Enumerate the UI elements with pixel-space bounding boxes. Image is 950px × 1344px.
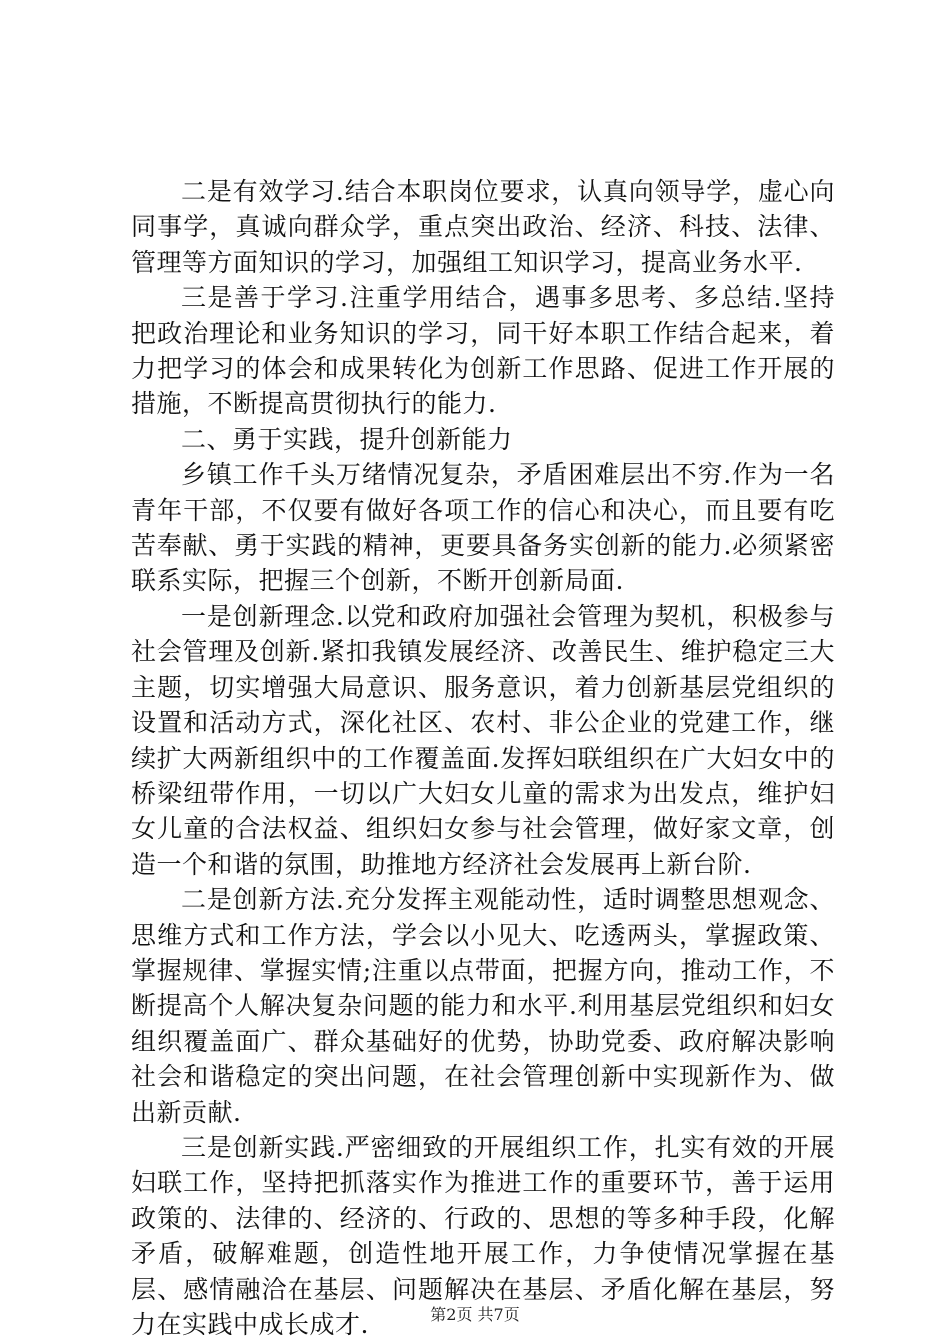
document-body	[131, 174, 835, 1342]
paragraph-innovate-concept: 一是创新理念.以党和政府加强社会管理为契机，积极参与社会管理及创新.紧扣我镇发展经济、改善民生、维护稳定三大主题，切实增强大局意识、服务意识，着力创新基层党组织的设置和活动方式，深化社区、农村、非公企业的党建工作，继续扩大两新组织中的工作覆盖面.发挥妇联组织在广大妇女中的桥梁纽带作用，一切以广大妇女儿童的需求为出发点，维护妇女儿童的合法权益、组织妇女参与社会管理，做好家文章，创造一个和谐的氛围，助推地方经济社会发展再上新台阶.	[131, 601, 835, 879]
paragraph-innovate-practice: 三是创新实践.严密细致的开展组织工作，扎实有效的开展妇联工作，坚持把抓落实作为推进工作的重要环节，善于运用政策的、法律的、经济的、行政的、思想的等多种手段，化解矛盾，破解难题，创造性地开展工作，力争使情况掌握在基层、感情融洽在基层、问题解决在基层、矛盾化解在基层，努力在实践中成长成才.	[131, 1132, 835, 1339]
paragraph-good-at-learning: 三是善于学习.注重学用结合，遇事多思考、多总结.坚持把政治理论和业务知识的学习，同干好本职工作结合起来，着力把学习的体会和成果转化为创新工作思路、促进工作开展的措施，不断提高贯彻执行的能力.	[131, 283, 835, 419]
paragraph-effective-learning: 二是有效学习.结合本职岗位要求，认真向领导学，虚心向同事学，真诚向群众学，重点突出政治、经济、科技、法律、管理等方面知识的学习，加强组工知识学习，提高业务水平.	[131, 177, 835, 277]
paragraph-township-work: 乡镇工作千头万绪情况复杂，矛盾困难层出不穷.作为一名青年干部，不仅要有做好各项工作的信心和决心，而且要有吃苦奉献、勇于实践的精神，更要具备务实创新的能力.必须紧密联系实际，把握三个创新，不断开创新局面.	[131, 460, 835, 596]
paragraph-innovate-method: 二是创新方法.充分发挥主观能动性，适时调整思想观念、思维方式和工作方法，学会以小见大、吃透两头，掌握政策、掌握规律、掌握实情;注重以点带面，把握方向，推动工作，不断提高个人解决复杂问题的能力和水平.利用基层党组织和妇女组织覆盖面广、群众基础好的优势，协助党委、政府解决影响社会和谐稳定的突出问题，在社会管理创新中实现新作为、做出新贡献.	[131, 885, 835, 1127]
page-number-footer: 第2页 共7页	[430, 1305, 520, 1324]
section-heading-practice: 二、勇于实践，提升创新能力	[181, 424, 513, 454]
